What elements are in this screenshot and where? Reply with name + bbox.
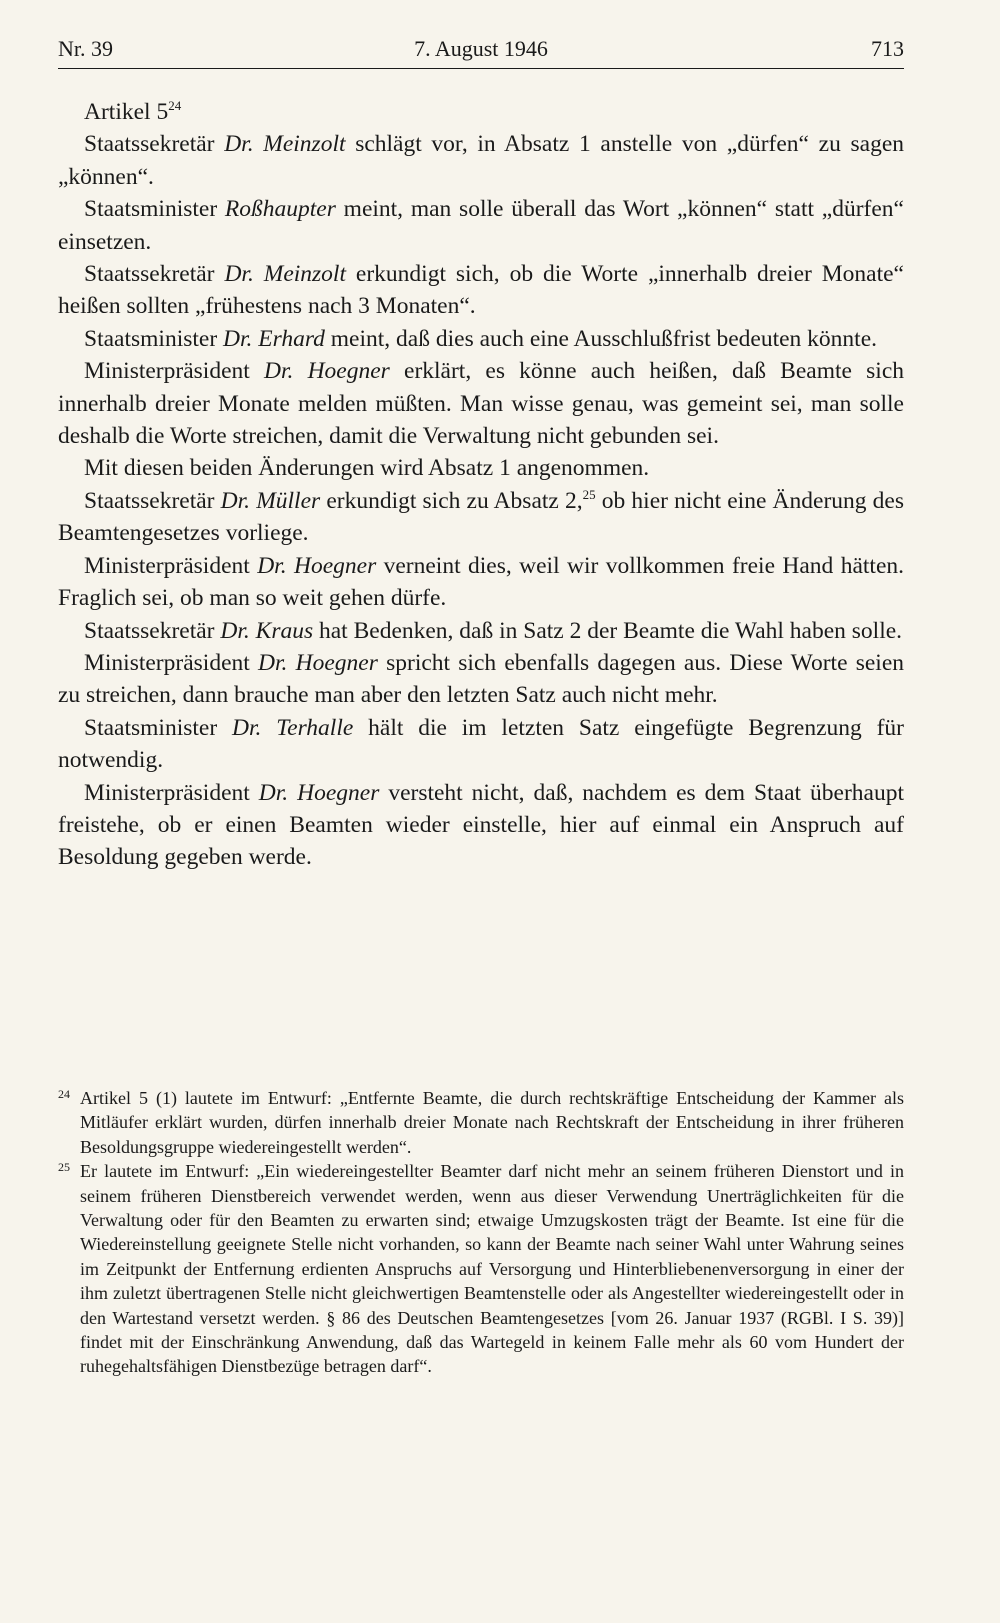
- speaker-name: Meinzolt: [263, 131, 346, 158]
- paragraph-5: Ministerpräsident Dr. Hoegner erklärt, es könne auch heißen, daß Beamte sich innerhalb dreier Monate melden müßten. Man wisse genau, was gemeint sei, man solle deshalb die Worte streichen, damit die Verwaltung nicht gebunden sei.: [58, 358, 905, 450]
- footnote-24: [58, 1086, 904, 1159]
- footnote-mark: 24: [58, 1087, 70, 1101]
- speaker-name: Kraus: [255, 617, 314, 644]
- footnote-ref-24: 24: [168, 98, 182, 113]
- speaker-name: Hoegner: [297, 779, 380, 806]
- page-number: 713: [871, 36, 904, 61]
- speaker-name: Hoegner: [293, 552, 377, 579]
- header-rule: [58, 68, 904, 69]
- paragraph-8: Ministerpräsident Dr. Hoegner verneint dies, weil wir vollkommen freie Hand hätten. Fraglich sei, ob man so weit gehen dürfe.: [58, 552, 904, 612]
- paragraph-3: Staatssekretär Dr. Meinzolt erkundigt sich, ob die Worte „innerhalb dreier Monate“ heißen sollten „frühestens nach 3 Monaten“.: [58, 261, 904, 320]
- speaker-name: Hoegner: [295, 649, 378, 676]
- footnote-text: Artikel 5 (1) lautete im Entwurf: „Entfernte Beamte, die durch rechtskräftige Entscheidung der Kammer als Mitläufer erklärt wurden, dürfen innerhalb dreier Monate nach Rechtskraft der Entscheidung in ihrer früheren Besoldungsgruppe wiedereingestellt werden“.: [80, 1088, 904, 1157]
- footnotes: [58, 1086, 904, 1379]
- paragraph-6: Mit diesen beiden Änderungen wird Absatz 1 angenommen.: [84, 455, 650, 482]
- footnote-mark: 25: [58, 1160, 70, 1175]
- footnote-25: [58, 1159, 904, 1379]
- paragraph-1: Staatssekretär Dr. Meinzolt schlägt vor, in Absatz 1 anstelle von „dürfen“ zu sagen „können“.: [58, 131, 905, 190]
- article-heading: Artikel $5^{24}$: [84, 98, 182, 125]
- page-header: [58, 30, 904, 62]
- paragraph-10: Ministerpräsident Dr. Hoegner spricht sich ebenfalls dagegen aus. Diese Worte seien zu streichen, dann brauche man aber den letzten Satz auch nicht mehr.: [58, 649, 905, 709]
- issue-date: 7. August 1946: [414, 36, 548, 61]
- paragraph-11: Staatsminister Dr. Terhalle hält die im letzten Satz eingefügte Begrenzung für notwendig.: [58, 714, 904, 774]
- speaker-name: Erhard: [258, 325, 325, 352]
- body-text: [58, 96, 904, 874]
- paragraph-12: Ministerpräsident Dr. Hoegner versteht nicht, daß, nachdem es dem Staat überhaupt freistehe, ob er einen Beamten wieder einstelle, hier auf einmal ein Anspruch auf Besoldung gegeben werde.: [58, 779, 904, 871]
- paragraph-2: Staatsminister Roßhaupter meint, man solle überall das Wort „können“ statt „dürfen“ einsetzen.: [58, 196, 904, 255]
- paragraph-7: Staatssekretär Dr. Müller erkundigt sich zu Absatz 2,25 ob hier nicht eine Änderung des Beamtengesetzes vorliege.: [58, 486, 905, 547]
- issue-number: Nr. 39: [58, 36, 113, 61]
- speaker-name: Müller: [256, 487, 321, 514]
- footnote-text: Er lautete im Entwurf: „Ein wiedereingestellter Beamter darf nicht mehr an seinem früheren Dienstort und in seinem früheren Dienstbereich verwendet werden, wenn aus dieser Verwendung Unerträglichkeiten für die Verwaltung oder für den Beamten zu erwarten sind; etwaige Umzugskosten trägt der Beamte. Ist eine für die Wiedereinstellung geeignete Stelle nicht vorhanden, so kann der Beamte nach seiner Wahl unter Wahrung seines im Zeitpunkt der Entfernung erdienten Anspruchs auf Versorgung und Hinterbliebenenversorgung in einer der ihm zuletzt übertragenen Stelle nicht gleichwertigen Beamtenstelle oder als Angestellter wiedereingestellt oder in den Wartestand versetzt werden. § 86 des Deutschen Beamtengesetzes [vom 26. Januar 1937 (RGBl. I S. 39)] findet mit der Einschränkung Anwendung, daß das Wartegeld in keinem Falle mehr als 60 vom Hundert der ruhegehaltsfähigen Dienstbezüge betragen darf“.: [80, 1161, 904, 1377]
- speaker-name: Hoegner: [307, 358, 390, 385]
- paragraph-9: Staatssekretär Dr. Kraus hat Bedenken, daß in Satz 2 der Beamte die Wahl haben solle.: [84, 617, 903, 644]
- paragraph-4: Staatsminister Dr. Erhard meint, daß dies auch eine Ausschlußfrist bedeuten könnte.: [84, 325, 878, 352]
- speaker-name: Meinzolt: [263, 261, 346, 288]
- footnote-ref-25: 25: [582, 486, 596, 502]
- speaker-name: Terhalle: [276, 714, 354, 741]
- speaker-name: Roßhaupter: [224, 196, 336, 223]
